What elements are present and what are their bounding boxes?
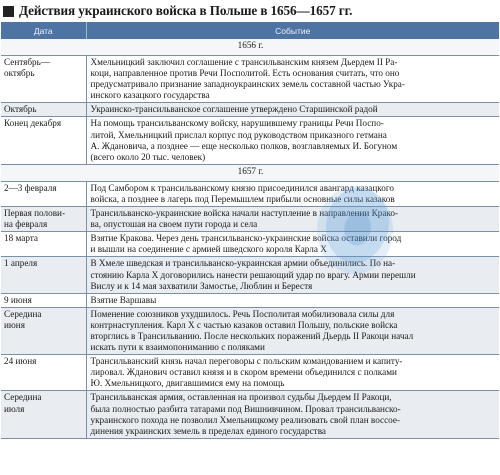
table-row <box>1 232 499 257</box>
table-row <box>1 391 499 438</box>
table-row <box>1 181 499 206</box>
date-text: Октябрь <box>4 104 37 115</box>
date-text: Сентябрь— октябрь <box>4 57 51 79</box>
event-text: Трансильванский князь начал переговоры с польским командованием и капиту- лировал. Жданович оставил князя и в скором времени объединился с полками Ю. Хмельницкого, двигавшимися ему на помощь <box>90 356 403 389</box>
table-row <box>1 257 499 293</box>
table-row <box>1 117 499 164</box>
table-row <box>1 307 499 354</box>
bullet-square-icon <box>3 6 14 17</box>
column-header-event: Событие <box>86 22 499 39</box>
events-table <box>1 22 499 439</box>
table-caption <box>0 0 500 22</box>
year-row <box>1 164 499 181</box>
year-row <box>1 39 499 56</box>
table-row <box>1 56 499 103</box>
date-text: Конец декабря <box>4 118 62 129</box>
table-row <box>1 355 499 391</box>
event-text: Трансильванско-украинские войска начали наступление в направлении Крако- ва, опустошая на своем пути города и села <box>90 208 399 230</box>
date-text: 9 июня <box>4 294 32 305</box>
event-cell <box>86 391 499 438</box>
date-text: Первая полови- на февраля <box>4 208 66 230</box>
year-label: 1656 г. <box>1 39 499 56</box>
date-text: 2—3 февраля <box>4 182 57 193</box>
date-cell <box>1 56 86 103</box>
table-row <box>1 293 499 307</box>
date-cell <box>1 293 86 307</box>
event-cell <box>86 56 499 103</box>
table-row <box>1 207 499 232</box>
date-text: 18 марта <box>4 233 38 244</box>
table-title: Действия украинского войска в Польше в 1656—1657 гг. <box>19 3 353 18</box>
date-cell <box>1 257 86 293</box>
event-text: Поменение союзников ухудшилось. Речь Посполитая мобилизовала силы для контрнаступления. Карл X с частью казаков оставил Польшу, польские войска вторглись в Трансильванию. После нескольких поражений Дьердь II Ракоци начал искать пути к взаимопониманию с поляками <box>90 308 414 353</box>
event-cell <box>86 307 499 354</box>
event-cell <box>86 355 499 391</box>
date-text: 1 апреля <box>4 258 38 269</box>
event-cell <box>86 293 499 307</box>
date-cell <box>1 207 86 232</box>
date-cell <box>1 307 86 354</box>
date-text: Середина июля <box>4 392 42 414</box>
event-cell <box>86 181 499 206</box>
event-cell <box>86 117 499 164</box>
table-header-row <box>1 22 499 39</box>
date-cell <box>1 103 86 117</box>
column-header-date: Дата <box>1 22 86 39</box>
event-text: На помощь трансильванскому войску, нарушившему границы Речи Поспо- литой, Хмельницкий прислал корпус под руководством приказного гетмана А. Ждановича, а позднее — еще несколько полков, возглавляемых И. Богуном (всего около 20 тыс. человек) <box>90 118 398 162</box>
event-cell <box>86 257 499 293</box>
date-text: 24 июня <box>4 356 37 367</box>
event-text: В Хмеле шведская и трансильванско-украинская армии объединились. По на- стоянию Карла X договорились нанести решающий удар по врагу. Армии перешли Вислу и к 14 мая захватили Замостье, Люблин и Берестя <box>90 258 416 291</box>
event-text: Хмельницкий заключил соглашение с трансильванским князем Дьердем II Ра- коци, направленное против Речи Посполитой. Есть основания считать, что оно предусматривало признание западноукраинских земель составной частью Укра- инского казацкого государства <box>90 57 405 101</box>
event-cell <box>86 103 499 117</box>
table-row <box>1 103 499 117</box>
event-text: Под Самбором к трансильванскому князю присоединился авангард казацкого войска, а позднее в лагерь под Перемышлем прибыли основные силы казаков <box>90 182 395 204</box>
event-cell <box>86 207 499 232</box>
date-cell <box>1 355 86 391</box>
event-text: Украинско-трансильванское соглашение утверждено Старшинской радой <box>90 104 378 115</box>
event-text: Взятие Кракова. Через день трансильванско-украинские войска оставили город и вышли на соединение с армией шведского короля Карла X <box>90 233 402 255</box>
date-cell <box>1 391 86 438</box>
year-label: 1657 г. <box>1 164 499 181</box>
event-text: Трансильванская армия, оставленная на произвол судьбы Дьердем II Ракоци, была полностью разбита татарами под Вишнивчином. Провал трансильванско- украинского похода не позволил Хмельницкому реализовать свой план воссое- динения украинских земель в пределах единого государства <box>90 392 401 436</box>
date-cell <box>1 232 86 257</box>
date-cell <box>1 117 86 164</box>
date-cell <box>1 181 86 206</box>
date-text: Середина июня <box>4 308 42 330</box>
table-body <box>1 39 499 438</box>
event-text: Взятие Варшавы <box>90 294 157 305</box>
event-cell <box>86 232 499 257</box>
